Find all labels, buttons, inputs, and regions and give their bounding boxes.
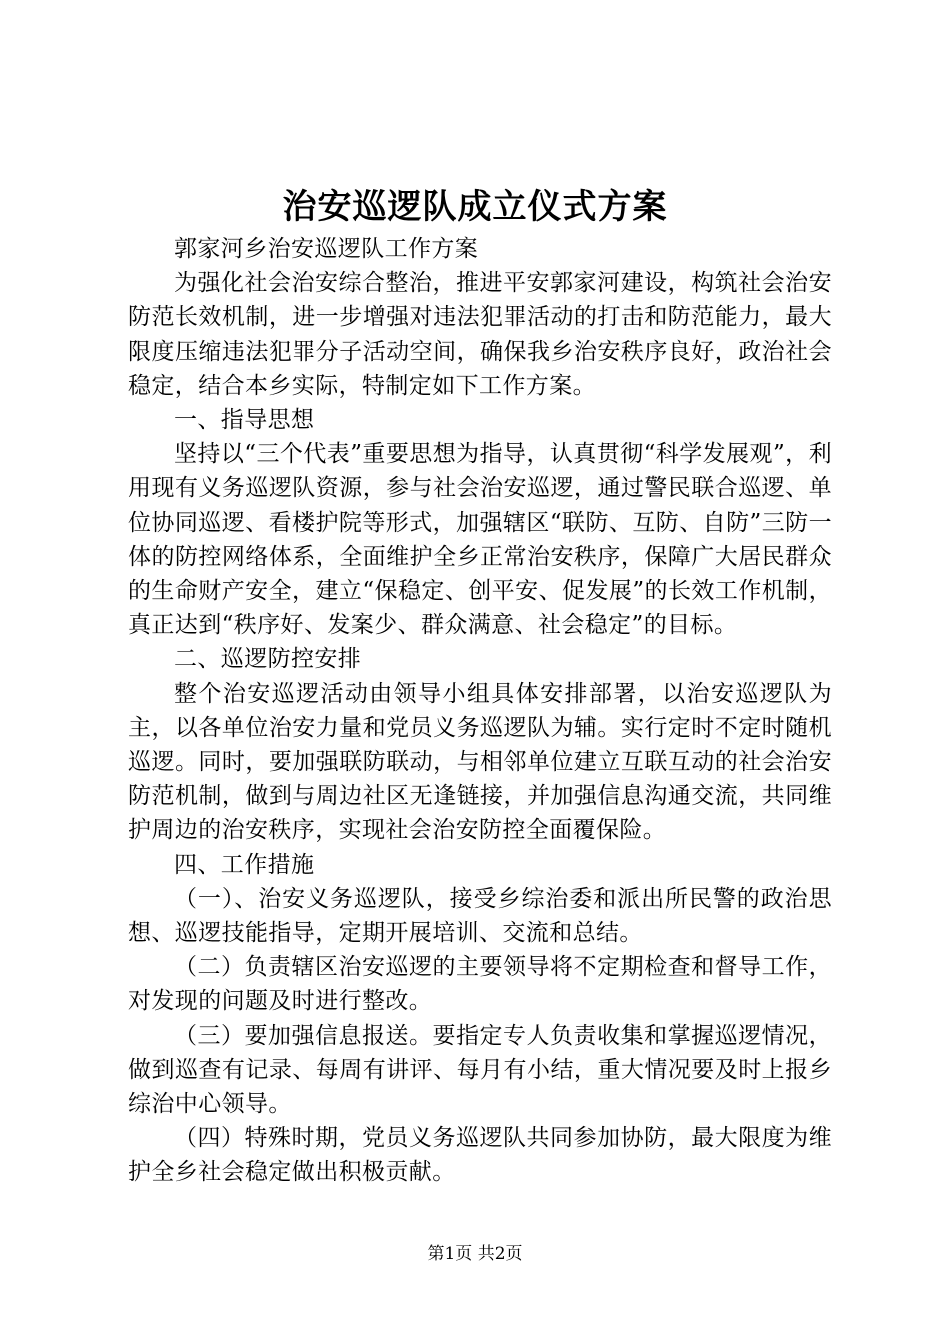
section-heading-patrol-arrangement: 二、巡逻防控安排 bbox=[174, 646, 362, 673]
section-heading-work-measures: 四、工作措施 bbox=[174, 851, 315, 878]
paragraph-measure-3: （三）要加强信息报送。要指定专人负责收集和掌握巡逻情况，做到巡查有记录、每周有讲评、每月有小结，重大情况要及时上报乡综治中心领导。 bbox=[128, 1022, 832, 1118]
section-heading-guiding-ideology: 一、指导思想 bbox=[174, 407, 315, 434]
paragraph-guiding-ideology: 坚持以“三个代表”重要思想为指导，认真贯彻“科学发展观”，利用现有义务巡逻队资源，参与社会治安巡逻，通过警民联合巡逻、单位协同巡逻、看楼护院等形式，加强辖区“联防、互防、自防”三防一体的防控网络体系，全面维护全乡正常治安秩序，保障广大居民群众的生命财产安全，建立“保稳定、创平安、促发展”的长效工作机制，真正达到“秩序好、发案少、群众满意、社会稳定”的目标。 bbox=[128, 441, 832, 639]
paragraph-measure-2: （二）负责辖区治安巡逻的主要领导将不定期检查和督导工作，对发现的问题及时进行整改。 bbox=[128, 954, 832, 1015]
document-subtitle: 郭家河乡治安巡逻队工作方案 bbox=[174, 236, 479, 262]
paragraph-measure-1: （一）、治安义务巡逻队，接受乡综治委和派出所民警的政治思想、巡逻技能指导，定期开展培训、交流和总结。 bbox=[128, 885, 832, 947]
paragraph-intro: 为强化社会治安综合整治，推进平安郭家河建设，构筑社会治安防范长效机制，进一步增强对违法犯罪活动的打击和防范能力，最大限度压缩违法犯罪分子活动空间，确保我乡治安秩序良好，政治社会稳定，结合本乡实际，特制定如下工作方案。 bbox=[128, 270, 832, 399]
page-footer: 第1页 共2页 bbox=[427, 1244, 523, 1264]
paragraph-measure-4: （四）特殊时期，党员义务巡逻队共同参加协防，最大限度为维护全乡社会稳定做出积极贡献。 bbox=[128, 1125, 832, 1186]
document-title: 治安巡逻队成立仪式方案 bbox=[282, 187, 668, 227]
document-body bbox=[128, 232, 832, 1190]
paragraph-patrol-arrangement: 整个治安巡逻活动由领导小组具体安排部署，以治安巡逻队为主，以各单位治安力量和党员义务巡逻队为辅。实行定时不定时随机巡逻。同时，要加强联防联动，与相邻单位建立互联互动的社会治安防范机制，做到与周边社区无逢链接，并加强信息沟通交流，共同维护周边的治安秩序，实现社会治安防控全面覆保险。 bbox=[128, 680, 832, 844]
